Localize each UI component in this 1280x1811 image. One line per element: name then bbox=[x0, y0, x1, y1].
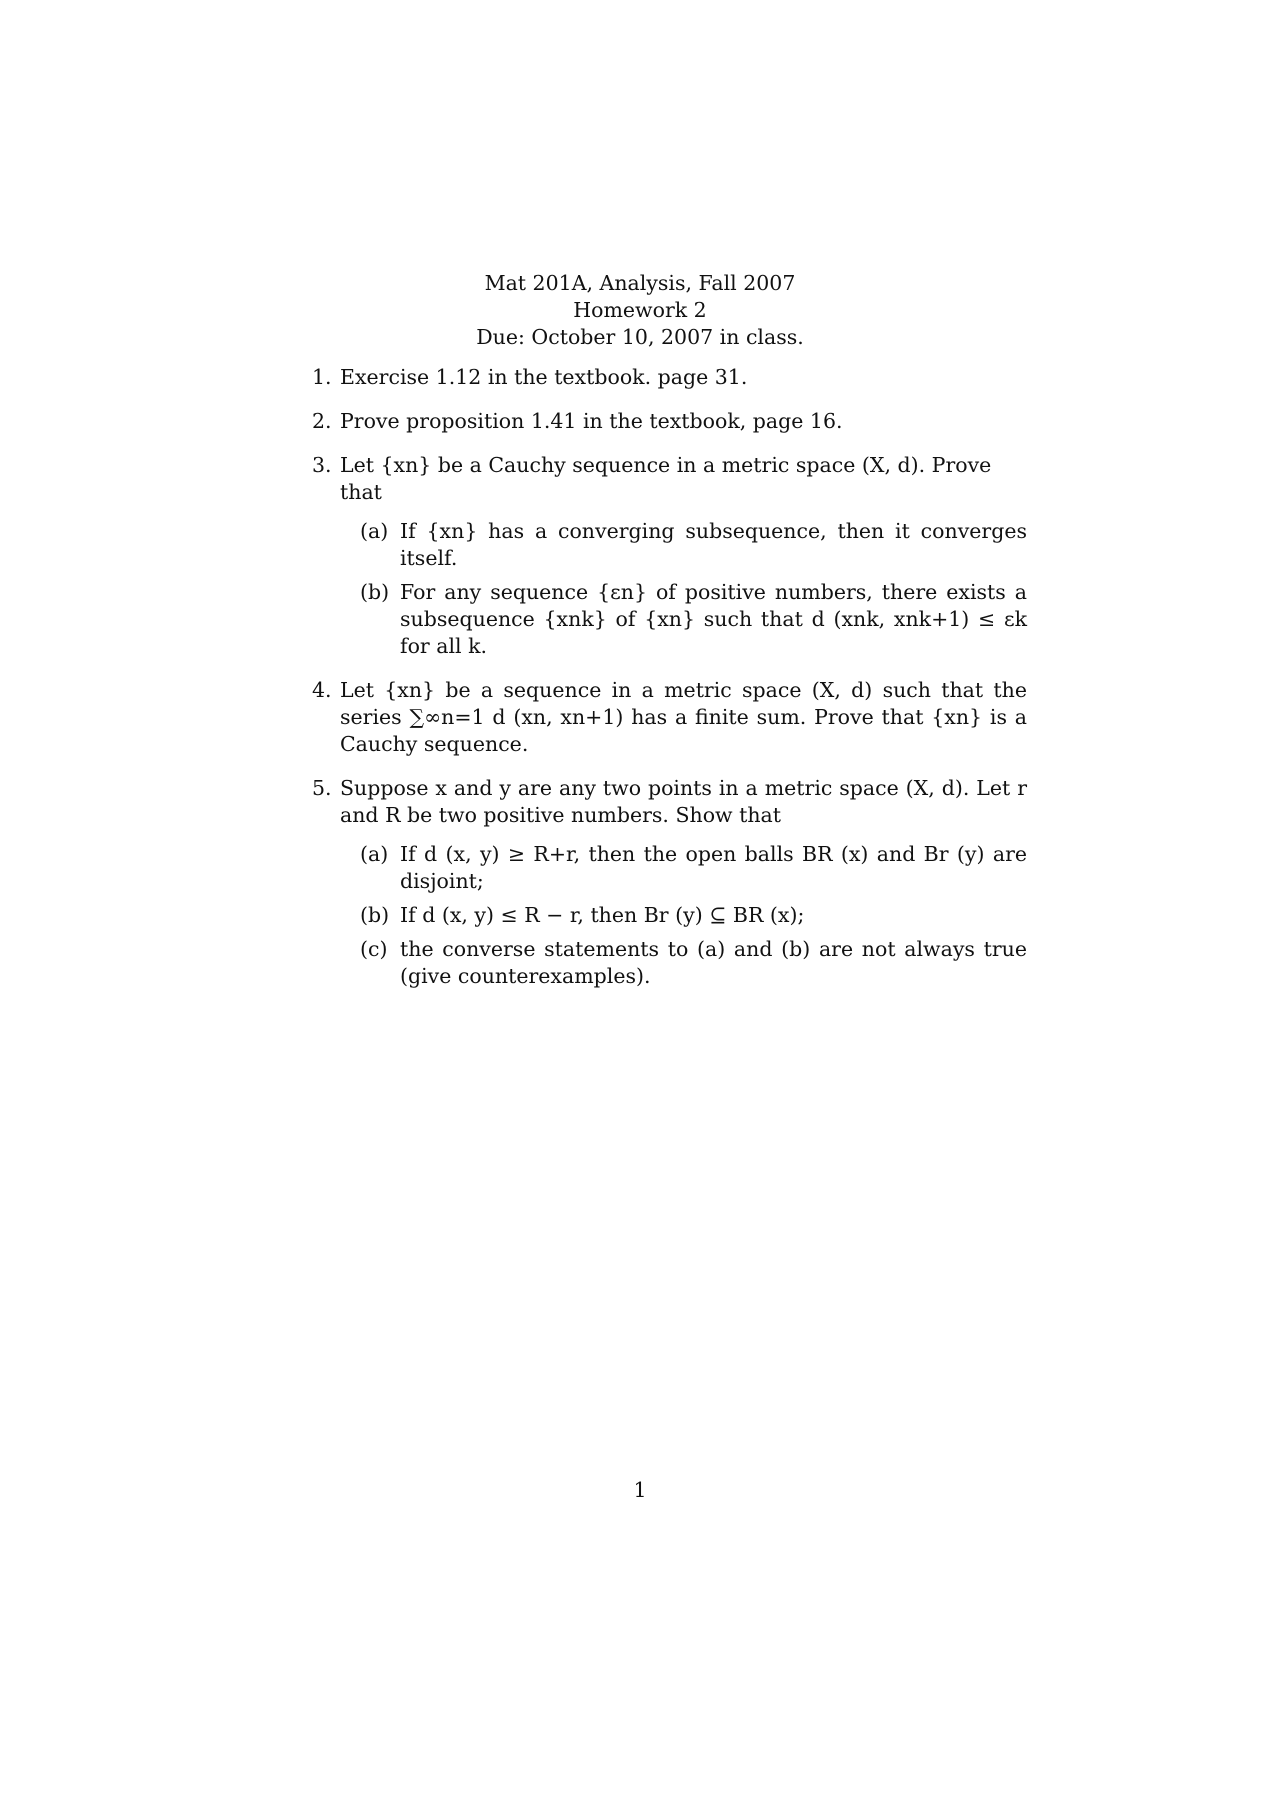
course-title: Mat 201A, Analysis, Fall 2007 bbox=[484, 271, 796, 295]
subpart-list bbox=[340, 518, 1027, 660]
page-number: 1 bbox=[633, 1478, 647, 1502]
problem-4 bbox=[312, 677, 1027, 758]
problem-2 bbox=[312, 408, 1027, 435]
subpart-label: (a) bbox=[360, 842, 389, 866]
problem-text: Let {xn} be a Cauchy sequence in a metric space (X, d). Prove that bbox=[340, 453, 992, 504]
problem-number: 5. bbox=[312, 776, 332, 800]
problem-number: 2. bbox=[312, 409, 332, 433]
problem-text: Let {xn} be a sequence in a metric space (X, d) such that the series ∑∞n=1 d (xn, xn+1) has a finite sum. Prove that {xn} is a Cauchy sequence. bbox=[340, 678, 1027, 756]
subpart-text: the converse statements to (a) and (b) are not always true (give counterexamples). bbox=[400, 937, 1027, 988]
subpart-text: If d (x, y) ≤ R − r, then Br (y) ⊆ BR (x); bbox=[400, 903, 805, 927]
problem-list bbox=[312, 364, 1027, 1007]
subpart-text: If d (x, y) ≥ R+r, then the open balls BR (x) and Br (y) are disjoint; bbox=[400, 842, 1027, 893]
subpart bbox=[340, 518, 1027, 572]
problem-5 bbox=[312, 775, 1027, 990]
problem-text: Suppose x and y are any two points in a metric space (X, d). Let r and R be two positive numbers. Show that bbox=[340, 776, 1027, 827]
subpart-text: For any sequence {εn} of positive numbers, there exists a subsequence {xnk} of {xn} such that d (xnk, xnk+1) ≤ εk for all k. bbox=[400, 580, 1027, 658]
subpart bbox=[340, 902, 1027, 929]
subpart-list bbox=[340, 841, 1027, 990]
document-header bbox=[0, 270, 1280, 351]
subpart bbox=[340, 841, 1027, 895]
subpart-label: (b) bbox=[360, 903, 390, 927]
problem-number: 3. bbox=[312, 453, 332, 477]
assignment-title: Homework 2 bbox=[573, 298, 707, 322]
subpart bbox=[340, 936, 1027, 990]
problem-text: Prove proposition 1.41 in the textbook, page 16. bbox=[340, 409, 843, 433]
problem-text: Exercise 1.12 in the textbook. page 31. bbox=[340, 365, 748, 389]
problem-1 bbox=[312, 364, 1027, 391]
problem-number: 4. bbox=[312, 678, 332, 702]
subpart bbox=[340, 579, 1027, 660]
due-date: Due: October 10, 2007 in class. bbox=[476, 325, 804, 349]
subpart-text: If {xn} has a converging subsequence, then it converges itself. bbox=[400, 519, 1027, 570]
subpart-label: (c) bbox=[360, 937, 388, 961]
subpart-label: (a) bbox=[360, 519, 389, 543]
problem-3 bbox=[312, 452, 1027, 660]
subpart-label: (b) bbox=[360, 580, 390, 604]
problem-number: 1. bbox=[312, 365, 332, 389]
